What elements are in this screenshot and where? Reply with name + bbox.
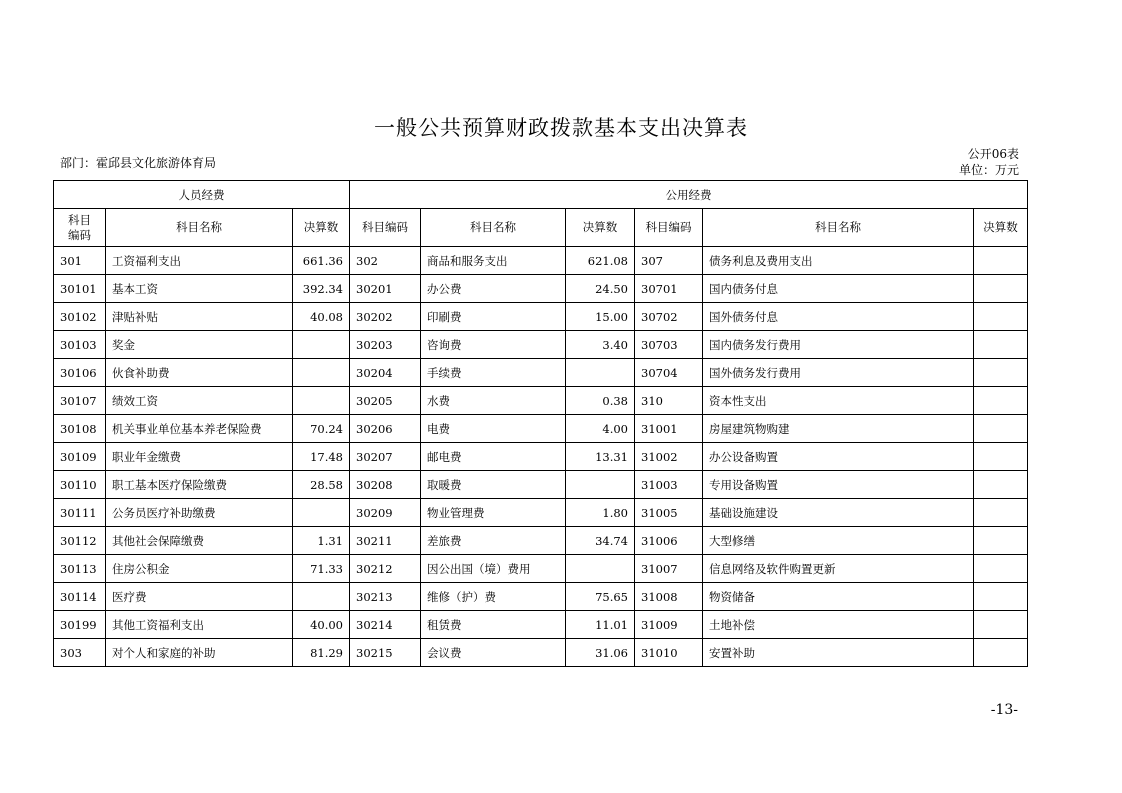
capital-code-cell: 31006	[635, 527, 703, 555]
personnel-amount-cell: 71.33	[293, 555, 350, 583]
table-row	[54, 387, 1028, 415]
goods-amount-cell: 15.00	[566, 303, 635, 331]
capital-name-cell: 国内债务付息	[703, 275, 974, 303]
table-row	[54, 611, 1028, 639]
page-number: -13-	[990, 702, 1018, 718]
personnel-code-cell: 30112	[54, 527, 106, 555]
goods-amount-cell: 3.40	[566, 331, 635, 359]
capital-amount-cell	[974, 611, 1028, 639]
c-name-header: 科目名称	[703, 209, 974, 247]
personnel-name-cell: 工资福利支出	[106, 247, 293, 275]
goods-code-cell: 30214	[350, 611, 421, 639]
personnel-code-cell: 30114	[54, 583, 106, 611]
goods-name-cell: 咨询费	[421, 331, 566, 359]
personnel-name-cell: 职工基本医疗保险缴费	[106, 471, 293, 499]
goods-amount-cell: 24.50	[566, 275, 635, 303]
goods-code-cell: 30203	[350, 331, 421, 359]
goods-name-cell: 手续费	[421, 359, 566, 387]
capital-code-cell: 31003	[635, 471, 703, 499]
capital-amount-cell	[974, 555, 1028, 583]
goods-code-cell: 30213	[350, 583, 421, 611]
department-label: 部门：霍邱县文化旅游体育局	[60, 156, 217, 170]
column-header-row	[54, 209, 1028, 247]
goods-amount-cell: 31.06	[566, 639, 635, 667]
personnel-name-cell: 其他社会保障缴费	[106, 527, 293, 555]
personnel-name-cell: 医疗费	[106, 583, 293, 611]
g-code-header: 科目编码	[350, 209, 421, 247]
goods-code-cell: 30201	[350, 275, 421, 303]
capital-amount-cell	[974, 499, 1028, 527]
personnel-code-cell: 30103	[54, 331, 106, 359]
capital-name-cell: 国外债务发行费用	[703, 359, 974, 387]
goods-amount-cell	[566, 555, 635, 583]
personnel-name-cell: 奖金	[106, 331, 293, 359]
capital-code-cell: 31001	[635, 415, 703, 443]
capital-amount-cell	[974, 471, 1028, 499]
capital-name-cell: 专用设备购置	[703, 471, 974, 499]
personnel-code-cell: 30109	[54, 443, 106, 471]
capital-code-cell: 31007	[635, 555, 703, 583]
personnel-amount-cell: 40.08	[293, 303, 350, 331]
goods-amount-cell: 75.65	[566, 583, 635, 611]
capital-code-cell: 30703	[635, 331, 703, 359]
table-row	[54, 555, 1028, 583]
c-code-header: 科目编码	[635, 209, 703, 247]
personnel-name-cell: 对个人和家庭的补助	[106, 639, 293, 667]
capital-name-cell: 安置补助	[703, 639, 974, 667]
personnel-name-cell: 公务员医疗补助缴费	[106, 499, 293, 527]
personnel-amount-cell	[293, 583, 350, 611]
personnel-amount-cell: 17.48	[293, 443, 350, 471]
capital-name-cell: 房屋建筑物购建	[703, 415, 974, 443]
c-amount-header: 决算数	[974, 209, 1028, 247]
personnel-code-cell: 30102	[54, 303, 106, 331]
goods-code-cell: 30204	[350, 359, 421, 387]
capital-amount-cell	[974, 415, 1028, 443]
capital-code-cell: 310	[635, 387, 703, 415]
personnel-amount-cell: 1.31	[293, 527, 350, 555]
form-meta	[959, 146, 1019, 178]
capital-name-cell: 信息网络及软件购置更新	[703, 555, 974, 583]
capital-amount-cell	[974, 247, 1028, 275]
personnel-amount-cell	[293, 359, 350, 387]
goods-name-cell: 物业管理费	[421, 499, 566, 527]
goods-name-cell: 租赁费	[421, 611, 566, 639]
goods-amount-cell	[566, 359, 635, 387]
capital-name-cell: 办公设备购置	[703, 443, 974, 471]
goods-amount-cell: 0.38	[566, 387, 635, 415]
goods-name-cell: 会议费	[421, 639, 566, 667]
personnel-name-cell: 伙食补助费	[106, 359, 293, 387]
personnel-code-cell: 30199	[54, 611, 106, 639]
goods-amount-cell: 4.00	[566, 415, 635, 443]
goods-code-cell: 30202	[350, 303, 421, 331]
personnel-code-cell: 30101	[54, 275, 106, 303]
goods-amount-cell: 1.80	[566, 499, 635, 527]
table-row	[54, 303, 1028, 331]
personnel-amount-cell: 392.34	[293, 275, 350, 303]
personnel-amount-cell	[293, 331, 350, 359]
personnel-amount-cell	[293, 387, 350, 415]
goods-name-cell: 邮电费	[421, 443, 566, 471]
goods-amount-cell: 34.74	[566, 527, 635, 555]
goods-name-cell: 电费	[421, 415, 566, 443]
goods-name-cell: 商品和服务支出	[421, 247, 566, 275]
g-name-header: 科目名称	[421, 209, 566, 247]
capital-code-cell: 31010	[635, 639, 703, 667]
goods-amount-cell: 11.01	[566, 611, 635, 639]
table-row	[54, 499, 1028, 527]
personnel-name-cell: 绩效工资	[106, 387, 293, 415]
goods-name-cell: 印刷费	[421, 303, 566, 331]
goods-name-cell: 水费	[421, 387, 566, 415]
personnel-code-cell: 301	[54, 247, 106, 275]
p-code-header-line1: 科目	[68, 212, 91, 227]
goods-code-cell: 30208	[350, 471, 421, 499]
page-title: 一般公共预算财政拨款基本支出决算表	[374, 116, 748, 140]
personnel-code-cell: 30111	[54, 499, 106, 527]
table-row	[54, 247, 1028, 275]
personnel-name-cell: 住房公积金	[106, 555, 293, 583]
personnel-amount-cell: 81.29	[293, 639, 350, 667]
capital-code-cell: 30701	[635, 275, 703, 303]
capital-code-cell: 31009	[635, 611, 703, 639]
capital-amount-cell	[974, 443, 1028, 471]
capital-name-cell: 债务利息及费用支出	[703, 247, 974, 275]
personnel-code-cell: 30107	[54, 387, 106, 415]
p-code-header-line2: 编码	[68, 227, 91, 242]
personnel-amount-cell: 28.58	[293, 471, 350, 499]
personnel-code-cell: 30106	[54, 359, 106, 387]
goods-code-cell: 30207	[350, 443, 421, 471]
personnel-code-cell: 30108	[54, 415, 106, 443]
capital-code-cell: 307	[635, 247, 703, 275]
table-row	[54, 443, 1028, 471]
capital-code-cell: 31005	[635, 499, 703, 527]
goods-code-cell: 30215	[350, 639, 421, 667]
form-code: 公开06表	[967, 147, 1019, 161]
personnel-group-header: 人员经费	[54, 181, 350, 209]
goods-code-cell: 30212	[350, 555, 421, 583]
capital-code-cell: 30702	[635, 303, 703, 331]
capital-amount-cell	[974, 359, 1028, 387]
personnel-name-cell: 职业年金缴费	[106, 443, 293, 471]
personnel-code-cell: 303	[54, 639, 106, 667]
goods-code-cell: 302	[350, 247, 421, 275]
personnel-amount-cell: 40.00	[293, 611, 350, 639]
capital-amount-cell	[974, 275, 1028, 303]
capital-amount-cell	[974, 639, 1028, 667]
personnel-name-cell: 其他工资福利支出	[106, 611, 293, 639]
p-amount-header: 决算数	[293, 209, 350, 247]
table-row	[54, 331, 1028, 359]
capital-amount-cell	[974, 331, 1028, 359]
personnel-amount-cell: 70.24	[293, 415, 350, 443]
capital-code-cell: 30704	[635, 359, 703, 387]
personnel-name-cell: 基本工资	[106, 275, 293, 303]
goods-code-cell: 30206	[350, 415, 421, 443]
g-amount-header: 决算数	[566, 209, 635, 247]
personnel-name-cell: 机关事业单位基本养老保险费	[106, 415, 293, 443]
goods-code-cell: 30211	[350, 527, 421, 555]
capital-name-cell: 国内债务发行费用	[703, 331, 974, 359]
capital-name-cell: 物资储备	[703, 583, 974, 611]
capital-amount-cell	[974, 303, 1028, 331]
goods-code-cell: 30209	[350, 499, 421, 527]
goods-amount-cell	[566, 471, 635, 499]
personnel-name-cell: 津贴补贴	[106, 303, 293, 331]
capital-amount-cell	[974, 387, 1028, 415]
personnel-code-cell: 30110	[54, 471, 106, 499]
personnel-amount-cell: 661.36	[293, 247, 350, 275]
table-row	[54, 583, 1028, 611]
capital-amount-cell	[974, 583, 1028, 611]
goods-amount-cell: 13.31	[566, 443, 635, 471]
table-row	[54, 527, 1028, 555]
capital-code-cell: 31002	[635, 443, 703, 471]
unit-label: 单位：万元	[958, 163, 1019, 177]
public-group-header: 公用经费	[350, 181, 1028, 209]
goods-name-cell: 办公费	[421, 275, 566, 303]
p-code-header	[54, 209, 106, 247]
goods-name-cell: 维修（护）费	[421, 583, 566, 611]
capital-name-cell: 国外债务付息	[703, 303, 974, 331]
expenditure-table	[53, 180, 1028, 667]
group-header-row	[54, 181, 1028, 209]
table-row	[54, 275, 1028, 303]
goods-name-cell: 取暖费	[421, 471, 566, 499]
capital-name-cell: 资本性支出	[703, 387, 974, 415]
table-row	[54, 471, 1028, 499]
personnel-code-cell: 30113	[54, 555, 106, 583]
capital-name-cell: 大型修缮	[703, 527, 974, 555]
goods-name-cell: 差旅费	[421, 527, 566, 555]
capital-amount-cell	[974, 527, 1028, 555]
capital-name-cell: 基础设施建设	[703, 499, 974, 527]
p-name-header: 科目名称	[106, 209, 293, 247]
capital-code-cell: 31008	[635, 583, 703, 611]
personnel-amount-cell	[293, 499, 350, 527]
goods-name-cell: 因公出国（境）费用	[421, 555, 566, 583]
goods-code-cell: 30205	[350, 387, 421, 415]
table-row	[54, 415, 1028, 443]
table-row	[54, 639, 1028, 667]
goods-amount-cell: 621.08	[566, 247, 635, 275]
table-row	[54, 359, 1028, 387]
capital-name-cell: 土地补偿	[703, 611, 974, 639]
